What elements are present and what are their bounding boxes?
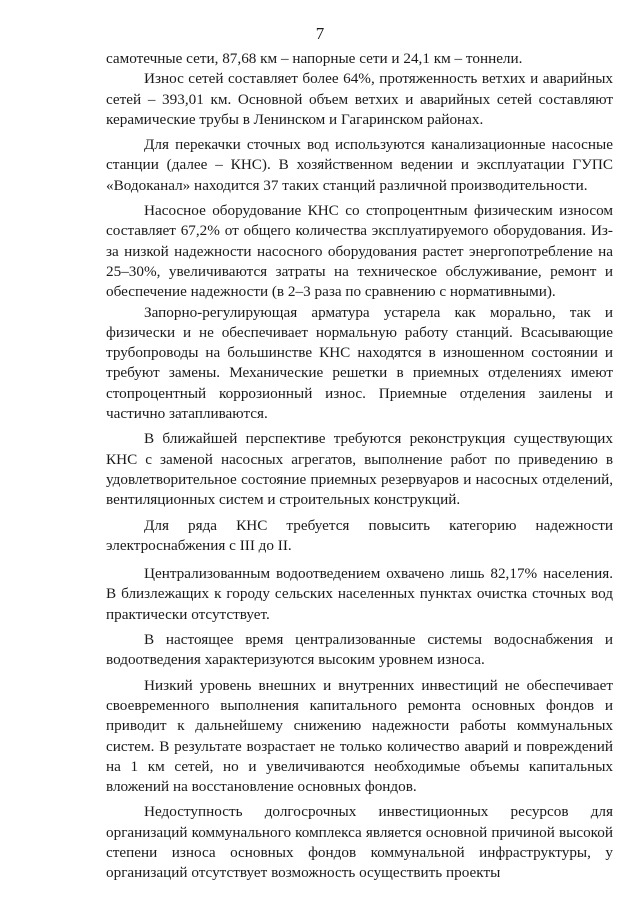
- paragraph-wear-level: В настоящее время централизованные системы водоснабжения и водоотведения характеризуются высоким уровнем износа.: [106, 631, 613, 669]
- paragraph-coverage: Централизованным водоотведением охвачено лишь 82,17% населения. В близлежащих к городу сельских населенных пунктах очистка сточных вод практически отсутствует.: [106, 565, 613, 623]
- document-body: [106, 49, 613, 884]
- paragraph-valves: Запорно-регулирующая арматура устарела как морально, так и физически и не обеспечивает нормальную работу станций. Всасывающие трубопроводы на большинстве КНС находятся в изношенном состоянии и требуют замены. Механические решетки в приемных отделениях имеют стопроцентный коррозионный износ. Приемные отделения заилены и частично затапливаются.: [106, 303, 613, 423]
- paragraph-investments: Низкий уровень внешних и внутренних инвестиций не обеспечивает своевременного выполнения капитального ремонта основных фондов и приводит к дальнейшему снижению надежности работы коммунальных систем. В результате возрастает не только количество аварий и повреждений на 1 км сетей, но и увеличиваются необходимые объемы капитальных вложений на восстановление основных фондов.: [106, 676, 613, 796]
- page-number: 7: [315, 24, 325, 43]
- paragraph-reconstruction: В ближайшей перспективе требуются реконструкция существующих КНС с заменой насосных агрегатов, выполнение работ по приведению в удовлетворительное состояние приемных резервуаров и насосных отделений, вентиляционных систем и строительных конструкций.: [106, 430, 613, 509]
- paragraph-power-category: Для ряда КНС требуется повысить категорию надежности электроснабжения с III до II.: [106, 516, 613, 554]
- paragraph-long-term-resources: Недоступность долгосрочных инвестиционных ресурсов для организаций коммунального комплекса является основной причиной высокой степени износа основных фондов коммунальной инфраструктуры, у организаций отсутствует возможность осуществить проекты: [106, 803, 613, 882]
- paragraph-network-wear: Износ сетей составляет более 64%, протяженность ветхих и аварийных сетей – 393,01 км. Основной объем ветхих и аварийных сетей составляют керамические трубы в Ленинском и Гагаринском районах.: [106, 70, 613, 128]
- paragraph-continuation: самотечные сети, 87,68 км – напорные сети и 24,1 км – тоннели.: [106, 50, 523, 67]
- paragraph-pumping-stations: Для перекачки сточных вод используются канализационные насосные станции (далее – КНС). В хозяйственном ведении и эксплуатации ГУПС «Водоканал» находится 37 таких станций различной производительности.: [106, 136, 613, 194]
- paragraph-pump-equipment: Насосное оборудование КНС со стопроцентным физическим износом составляет 67,2% от общего количества эксплуатируемого оборудования. Из-за низкой надежности насосного оборудования растет энергопотребление на 25–30%, увеличиваются затраты на техническое обслуживание, ремонт и обеспечение надежности (в 2–3 раза по сравнению с нормативными).: [106, 202, 613, 301]
